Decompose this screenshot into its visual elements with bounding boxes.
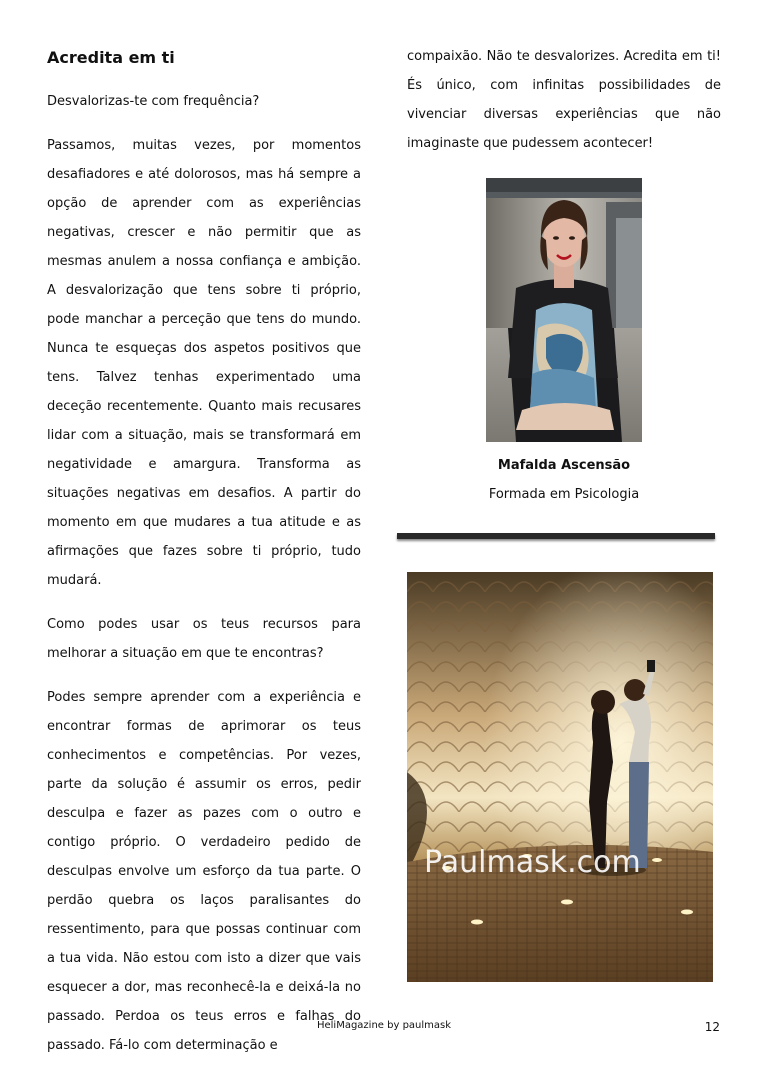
article-paragraph-question-1: Desvalorizas-te com frequência? (47, 94, 260, 109)
author-portrait (486, 178, 642, 442)
photo-illustration (407, 572, 713, 982)
article-paragraph-question-2: Como podes usar os teus recursos para melhorar a situação em que te encontras? (47, 617, 361, 661)
photo-watermark: Paulmask.com (424, 845, 641, 880)
author-role: Formada em Psicologia (488, 487, 640, 502)
illuminated-tunnel-photo (407, 572, 713, 982)
portrait-illustration (486, 178, 642, 442)
section-divider (397, 533, 715, 539)
article-left-column (47, 47, 361, 1075)
article-right-column (407, 42, 721, 158)
page-number: 12 (704, 1020, 720, 1034)
author-name: Mafalda Ascensão (497, 458, 631, 473)
footer-publication: HeliMagazine by paulmask (316, 1020, 452, 1031)
article-paragraph-3: compaixão. Não te desvalorizes. Acredita em ti! És único, com infinitas possibilidades de vivenciar diversas experiências que não imaginaste que pudessem acontecer! (407, 49, 721, 151)
article-title: Acredita em ti (47, 48, 175, 67)
article-paragraph-1: Passamos, muitas vezes, por momentos desafiadores e até dolorosos, mas há sempre a opção de aprender com as experiências negativas, crescer e não permitir que as mesmas anulem a nossa confiança e ambição. A desvalorização que tens sobre ti próprio, pode manchar a perceção que tens do mundo. Nunca te esqueças dos aspetos positivos que tens. Talvez tenhas experimentado uma deceção recentemente. Quanto mais recusares lidar com a situação, mais se transformará em negatividade e amargura. Transforma as situações negativas em desafios. A partir do momento em que mudares a tua atitude e as afirmações que fazes sobre ti próprio, tudo mudará. (47, 138, 361, 588)
article-paragraph-2: Podes sempre aprender com a experiência e encontrar formas de aprimorar os teus conhecimentos e competências. Por vezes, parte da solução é assumir os erros, pedir desculpa e fazer as pazes com o outro e contigo próprio. O verdadeiro pedido de desculpas envolve um esforço da tua parte. O perdão quebra os laços paralisantes do ressentimento, para que possas continuar com a tua vida. Não estou com isto a dizer que vais esquecer a dor, mas reconhecê-la e deixá-la no passado. Perdoa os teus erros e falhas do passado. Fá-lo com determinação e (47, 690, 361, 1053)
